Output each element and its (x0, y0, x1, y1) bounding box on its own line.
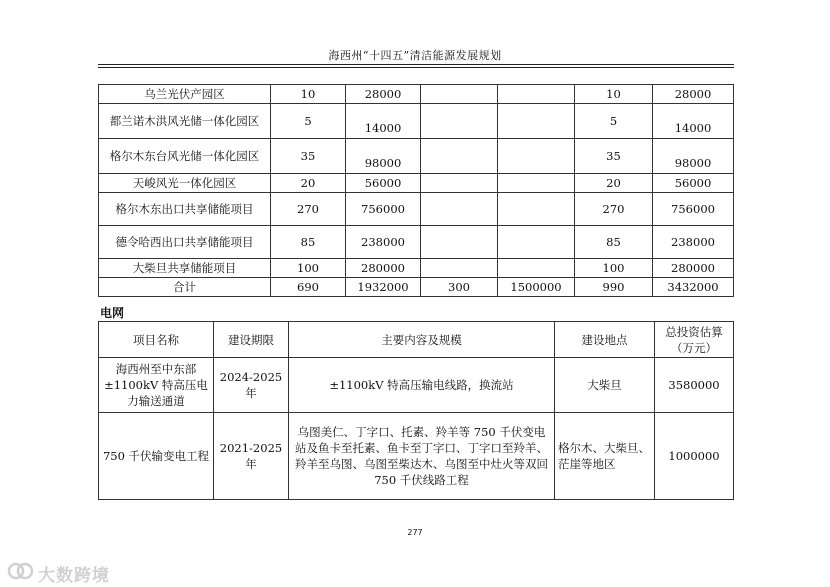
project-name-cell: 格尔木东出口共享储能项目 (99, 193, 271, 226)
project-name-cell: 乌兰光伏产园区 (99, 85, 271, 104)
table-row (99, 139, 734, 174)
value-cell (421, 259, 498, 278)
table-row (99, 104, 734, 139)
value-cell: 10 (271, 85, 346, 104)
value-cell (421, 226, 498, 259)
document-header-title: 海西州“十四五”清洁能源发展规划 (328, 49, 502, 62)
value-cell (421, 85, 498, 104)
header-rule-thin (98, 67, 734, 68)
value-cell: 270 (575, 193, 653, 226)
value-cell: 28000 (346, 85, 421, 104)
header-cell: 主要内容及规模 (289, 322, 555, 358)
value-cell: 10 (575, 85, 653, 104)
value-cell: 98000 (653, 139, 734, 174)
value-cell: 85 (575, 226, 653, 259)
header-cell: 建设地点 (555, 322, 655, 358)
value-cell: 5 (575, 104, 653, 139)
watermark (6, 562, 110, 584)
value-cell: 280000 (653, 259, 734, 278)
page-number: 277 (407, 528, 423, 537)
table-row (99, 193, 734, 226)
project-name-cell: 天峻风光一体化园区 (99, 174, 271, 193)
header-rule (98, 64, 734, 65)
table-row (99, 85, 734, 104)
content-cell: ±1100kV 特高压输电线路，换流站 (289, 358, 555, 413)
value-cell: 280000 (346, 259, 421, 278)
value-cell: 100 (575, 259, 653, 278)
value-cell (498, 85, 575, 104)
value-cell (421, 174, 498, 193)
investment-cell: 1000000 (655, 413, 734, 500)
value-cell (498, 104, 575, 139)
location-cell: 大柴旦 (555, 358, 655, 413)
value-cell: 20 (575, 174, 653, 193)
period-cell: 2021-2025年 (214, 413, 289, 500)
period-cell: 2024-2025年 (214, 358, 289, 413)
total-label-cell: 合计 (99, 278, 271, 297)
table-row (99, 226, 734, 259)
project-name-cell: 750 千伏输变电工程 (99, 413, 214, 500)
storage-projects-table (98, 84, 734, 297)
value-cell: 100 (271, 259, 346, 278)
project-name-cell: 格尔木东台风光储一体化园区 (99, 139, 271, 174)
table-row (99, 358, 734, 413)
content-cell: 乌图美仁、丁字口、托素、羚羊等 750 千伏变电站及鱼卡至托素、鱼卡至丁字口、丁字口至羚羊、羚羊至乌图、乌图至柴达木、乌图至中灶火等双回 750 千伏线路工程 (289, 413, 555, 500)
value-cell: 14000 (653, 104, 734, 139)
value-cell (421, 193, 498, 226)
value-cell: 35 (575, 139, 653, 174)
project-name-cell: 海西州至中东部±1100kV 特高压电力输送通道 (99, 358, 214, 413)
investment-cell: 3580000 (655, 358, 734, 413)
value-cell: 35 (271, 139, 346, 174)
value-cell (498, 139, 575, 174)
value-cell: 1500000 (498, 278, 575, 297)
brand-logo-icon (6, 561, 34, 585)
value-cell (421, 139, 498, 174)
value-cell: 300 (421, 278, 498, 297)
value-cell: 990 (575, 278, 653, 297)
header-cell: 项目名称 (99, 322, 214, 358)
value-cell: 1932000 (346, 278, 421, 297)
value-cell: 14000 (346, 104, 421, 139)
table-row (99, 174, 734, 193)
location-cell: 格尔木、大柴旦、茫崖等地区 (555, 413, 655, 500)
value-cell: 690 (271, 278, 346, 297)
value-cell (498, 226, 575, 259)
section-label-grid: 电网 (100, 306, 125, 320)
project-name-cell: 大柴旦共享储能项目 (99, 259, 271, 278)
header-cell: 建设期限 (214, 322, 289, 358)
value-cell: 56000 (653, 174, 734, 193)
value-cell: 5 (271, 104, 346, 139)
value-cell: 85 (271, 226, 346, 259)
value-cell: 20 (271, 174, 346, 193)
grid-projects-table (98, 321, 734, 500)
value-cell: 56000 (346, 174, 421, 193)
value-cell: 238000 (346, 226, 421, 259)
watermark-text: 大数跨境 (38, 565, 110, 586)
value-cell: 238000 (653, 226, 734, 259)
value-cell: 98000 (346, 139, 421, 174)
value-cell (498, 259, 575, 278)
header-cell: 总投资估算（万元） (655, 322, 734, 358)
table-row (99, 413, 734, 500)
project-name-cell: 都兰诺木洪风光储一体化园区 (99, 104, 271, 139)
value-cell: 756000 (653, 193, 734, 226)
value-cell (421, 104, 498, 139)
total-row (99, 278, 734, 297)
table-header-row (99, 322, 734, 358)
value-cell: 270 (271, 193, 346, 226)
value-cell (498, 193, 575, 226)
value-cell: 3432000 (653, 278, 734, 297)
project-name-cell: 德令哈西出口共享储能项目 (99, 226, 271, 259)
value-cell: 28000 (653, 85, 734, 104)
table-row (99, 259, 734, 278)
value-cell: 756000 (346, 193, 421, 226)
value-cell (498, 174, 575, 193)
